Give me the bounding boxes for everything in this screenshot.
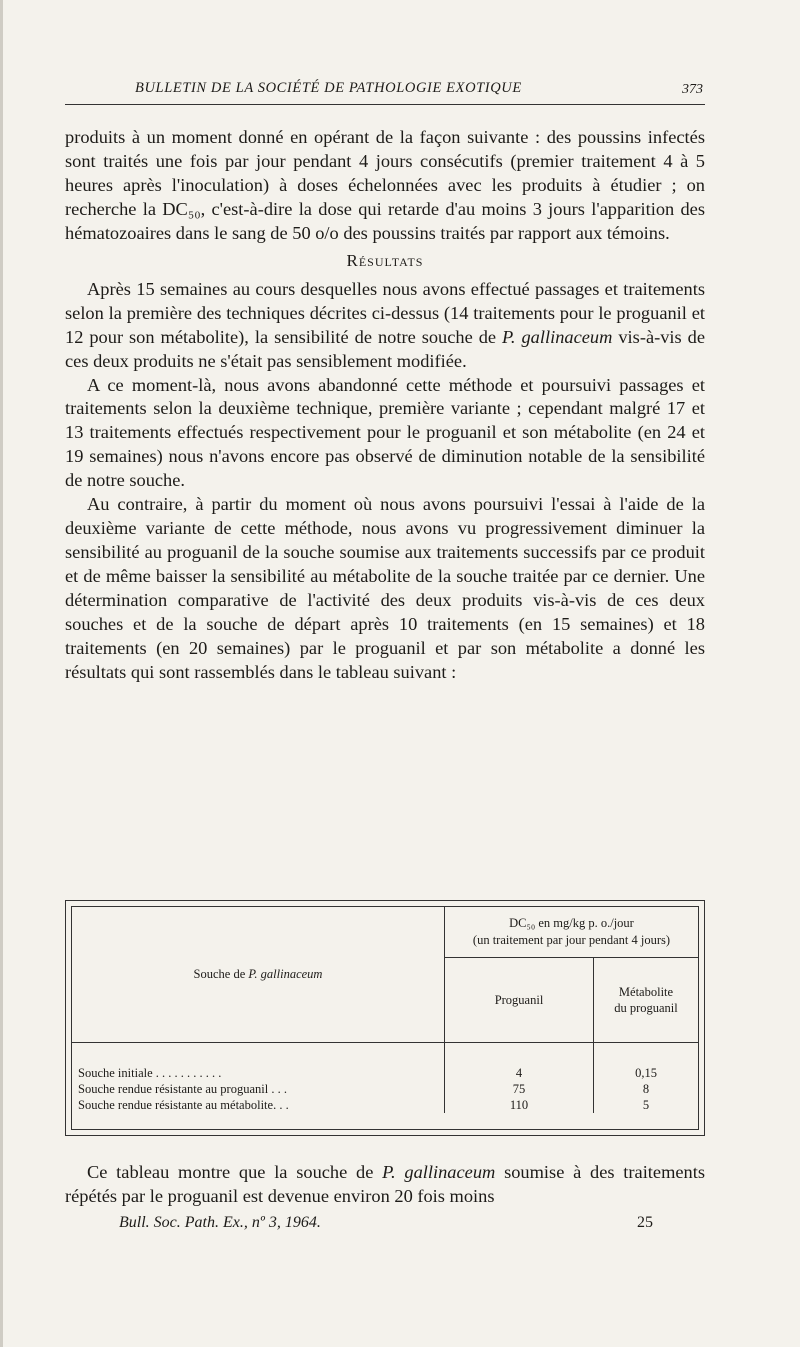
species-name: P. gallinaceum [502, 326, 613, 347]
row-label: Souche rendue résistante au métabolite. . . [72, 1097, 445, 1113]
metabolite-value: 0,15 [635, 1066, 657, 1080]
row-label: Souche initiale . . . . . . . . . . . [72, 1043, 445, 1082]
page-number: 373 [682, 82, 703, 97]
results-table-inner-frame [71, 906, 699, 1130]
body-text [65, 126, 705, 685]
dc50-header-line2: (un traitement par jour pendant 4 jours) [472, 933, 671, 947]
column-header-proguanil: Proguanil [445, 958, 594, 1043]
paragraph-4: Au contraire, à partir du moment où nous avons poursuivi l'essai à l'aide de la deuxième variante de cette méthode, nous avons vu progressivement diminuer la sensibilité au proguanil de la souche soumise aux traitements successifs par ce produit et de même baisser la sensibilité au métabolite de la souche traitée par ce dernier. Une détermination comparative de l'activité des deux produits vis-à-vis de ces deux souches et de la souche de départ après 10 traitements (en 15 semaines) et 18 traitements (en 20 semaines) par le proguanil et par son métabolite a donné les résultats qui sont rassemblés dans le tableau suivant : [65, 494, 705, 682]
metabolite-value: 8 [642, 1082, 650, 1096]
results-table-frame [65, 900, 705, 1136]
section-title: Résultats [346, 250, 424, 270]
metabolite-header-line2: du proguanil [614, 1001, 678, 1015]
strain-header-species: P. gallinaceum [248, 967, 323, 981]
paragraph-3: A ce moment-là, nous avons abandonné cette méthode et poursuivi passages et traitements selon la deuxième technique, première variante ; cependant malgré 17 et 13 traitements effectués respectivement pour le proguanil et son métabolite (en 24 et 19 semaines) nous n'avons encore pas observé de diminution notable de la sensibilité de notre souche. [65, 374, 705, 491]
row-label: Souche rendue résistante au proguanil . . . [72, 1081, 445, 1097]
paragraph-1: produits à un moment donné en opérant de la façon suivante : des poussins infectés sont traités une fois par jour pendant 4 jours consécutifs (premier traitement 4 à 5 heures après l'inoculation) à doses échelonnées avec les produits à étudier ; on recherche la DC₅₀, c'est-à-dire la dose qui retarde d'au moins 3 jours l'apparition des hématozoaires dans le sang de 50 o/o des poussins traités par rapport aux témoins. [65, 127, 705, 243]
table-row [72, 1097, 698, 1113]
proguanil-value: 4 [445, 1043, 594, 1082]
paragraph-5-start: Ce tableau montre que la souche de [87, 1162, 383, 1182]
conclusion-text [65, 1160, 705, 1208]
paragraph-2 [65, 278, 705, 374]
strain-header-prefix: Souche de [193, 967, 249, 981]
paragraph-5 [65, 1160, 705, 1208]
proguanil-value: 110 [445, 1097, 594, 1113]
journal-citation: Bull. Soc. Path. Ex., nº 3, 1964. [119, 1214, 321, 1231]
table-header-row [72, 907, 698, 958]
table-row [72, 1043, 698, 1082]
proguanil-value: 75 [445, 1081, 594, 1097]
paragraph-2-end: vis-à-vis de ces deux produits ne s'était pas sensiblement modifiée. [65, 326, 706, 371]
column-header-metabolite [594, 958, 699, 1043]
dc50-header-line1: DC₅₀ en mg/kg p. o./jour [509, 916, 634, 930]
column-header-strain [72, 907, 445, 1043]
metabolite-header-line1: Métabolite [618, 985, 674, 999]
metabolite-value: 5 [642, 1098, 650, 1112]
table-row [72, 1081, 698, 1097]
paragraph-2-start: Après 15 semaines au cours desquelles nous avons effectué passages et traitements selon la première des techniques décrites ci-dessus (14 traitements pour le proguanil et 12 pour son métabolite), la sensibilité de notre souche de [65, 278, 705, 347]
signature-number: 25 [637, 1214, 653, 1231]
running-title: BULLETIN DE LA SOCIÉTÉ DE PATHOLOGIE EXOTIQUE [135, 80, 522, 96]
results-table [72, 907, 698, 1113]
species-name: P. gallinaceum [382, 1162, 496, 1182]
running-header [65, 76, 705, 105]
paragraph-5-end: soumise à des traitements répétés par le proguanil est devenue environ 20 fois moins [65, 1162, 706, 1206]
column-header-dc50 [445, 907, 699, 958]
